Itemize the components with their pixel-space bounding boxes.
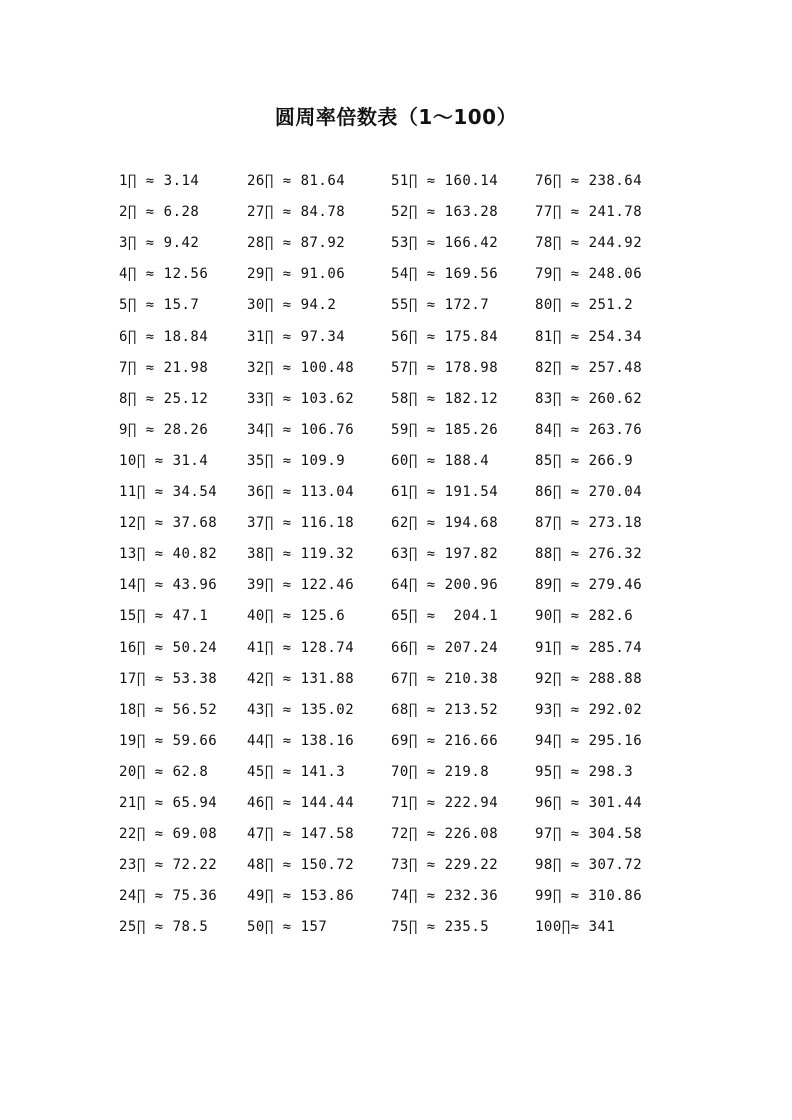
table-row: 44∏ ≈ 138.16: [247, 732, 355, 749]
table-row: 21∏ ≈ 65.94: [119, 795, 218, 811]
table-row: 38∏ ≈ 119.32: [247, 546, 355, 563]
table-row: 82∏ ≈ 257.48: [535, 359, 643, 376]
table-row: 87∏ ≈ 273.18: [535, 515, 643, 532]
page-title: 圆周率倍数表（1～100）: [274, 105, 518, 129]
table-row: 25∏ ≈ 78.5: [119, 919, 209, 936]
table-row: 88∏ ≈ 276.32: [535, 546, 643, 563]
table-row: 78∏ ≈ 244.92: [535, 235, 643, 252]
table-row: 15∏ ≈ 47.1: [119, 608, 209, 625]
table-row: 89∏ ≈ 279.46: [535, 577, 643, 594]
table-row: 8∏ ≈ 25.12: [119, 390, 209, 407]
table-row: 72∏ ≈ 226.08: [391, 826, 499, 843]
table-row: 80∏ ≈ 251.2: [535, 297, 634, 314]
table-row: 61∏ ≈ 191.54: [391, 484, 499, 500]
table-row: 29∏ ≈ 91.06: [247, 266, 346, 283]
table-row: 92∏ ≈ 288.88: [535, 670, 643, 687]
table-row: 27∏ ≈ 84.78: [247, 204, 346, 221]
table-row: 77∏ ≈ 241.78: [535, 204, 643, 221]
table-row: 75∏ ≈ 235.5: [391, 919, 490, 936]
table-row: 62∏ ≈ 194.68: [391, 515, 499, 532]
table-row: 2∏ ≈ 6.28: [119, 204, 200, 221]
table-row: 30∏ ≈ 94.2: [247, 297, 337, 314]
table-row: 4∏ ≈ 12.56: [119, 266, 209, 283]
table-row: 98∏ ≈ 307.72: [535, 857, 643, 874]
table-row: 100∏≈ 341: [535, 919, 616, 936]
table-row: 70∏ ≈ 219.8: [391, 763, 490, 780]
table-row: 60∏ ≈ 188.4: [391, 452, 490, 469]
table-row: 42∏ ≈ 131.88: [247, 670, 355, 687]
table-row: 19∏ ≈ 59.66: [119, 732, 218, 749]
table-row: 16∏ ≈ 50.24: [119, 639, 218, 656]
table-row: 91∏ ≈ 285.74: [535, 639, 643, 656]
table-row: 66∏ ≈ 207.24: [391, 639, 499, 656]
table-row: 26∏ ≈ 81.64: [247, 173, 346, 189]
table-row: 81∏ ≈ 254.34: [535, 328, 643, 345]
table-row: 17∏ ≈ 53.38: [119, 670, 218, 687]
table-row: 24∏ ≈ 75.36: [119, 888, 218, 905]
table-row: 43∏ ≈ 135.02: [247, 701, 355, 718]
table-row: 1∏ ≈ 3.14: [119, 173, 200, 189]
table-row: 5∏ ≈ 15.7: [119, 297, 200, 314]
table-row: 28∏ ≈ 87.92: [247, 235, 346, 252]
table-row: 3∏ ≈ 9.42: [119, 235, 200, 252]
table-row: 71∏ ≈ 222.94: [391, 795, 499, 811]
table-row: 13∏ ≈ 40.82: [119, 546, 218, 563]
table-row: 67∏ ≈ 210.38: [391, 670, 499, 687]
table-row: 68∏ ≈ 213.52: [391, 701, 499, 718]
table-row: 20∏ ≈ 62.8: [119, 763, 209, 780]
table-row: 90∏ ≈ 282.6: [535, 608, 634, 625]
table-row: 47∏ ≈ 147.58: [247, 826, 355, 843]
table-row: 32∏ ≈ 100.48: [247, 359, 355, 376]
table-row: 93∏ ≈ 292.02: [535, 701, 643, 718]
table-row: 51∏ ≈ 160.14: [391, 173, 499, 189]
table-row: 86∏ ≈ 270.04: [535, 484, 643, 500]
table-row: 95∏ ≈ 298.3: [535, 763, 634, 780]
table-row: 22∏ ≈ 69.08: [119, 826, 218, 843]
table-row: 57∏ ≈ 178.98: [391, 359, 499, 376]
table-row: 65∏ ≈ 204.1: [391, 608, 499, 625]
table-row: 10∏ ≈ 31.4: [119, 452, 209, 469]
table-row: 23∏ ≈ 72.22: [119, 857, 218, 874]
table-row: 31∏ ≈ 97.34: [247, 328, 346, 345]
table-row: 46∏ ≈ 144.44: [247, 795, 355, 811]
table-row: 84∏ ≈ 263.76: [535, 421, 643, 438]
table-row: 85∏ ≈ 266.9: [535, 452, 634, 469]
table-row: 49∏ ≈ 153.86: [247, 888, 355, 905]
table-row: 96∏ ≈ 301.44: [535, 795, 643, 811]
table-row: 54∏ ≈ 169.56: [391, 266, 499, 283]
table-row: 48∏ ≈ 150.72: [247, 857, 355, 874]
table-row: 55∏ ≈ 172.7: [391, 297, 490, 314]
table-row: 12∏ ≈ 37.68: [119, 515, 218, 532]
table-row: 37∏ ≈ 116.18: [247, 515, 355, 532]
table-row: 11∏ ≈ 34.54: [119, 484, 218, 500]
table-row: 64∏ ≈ 200.96: [391, 577, 499, 594]
table-row: 14∏ ≈ 43.96: [119, 577, 218, 594]
table-row: 52∏ ≈ 163.28: [391, 204, 499, 221]
table-row: 41∏ ≈ 128.74: [247, 639, 355, 656]
table-row: 40∏ ≈ 125.6: [247, 608, 346, 625]
table-row: 39∏ ≈ 122.46: [247, 577, 355, 594]
table-row: 59∏ ≈ 185.26: [391, 421, 499, 438]
table-row: 76∏ ≈ 238.64: [535, 173, 643, 189]
table-row: 73∏ ≈ 229.22: [391, 857, 499, 874]
table-row: 63∏ ≈ 197.82: [391, 546, 499, 563]
table-row: 94∏ ≈ 295.16: [535, 732, 643, 749]
table-row: 83∏ ≈ 260.62: [535, 390, 643, 407]
table-row: 34∏ ≈ 106.76: [247, 421, 355, 438]
table-row: 6∏ ≈ 18.84: [119, 328, 209, 345]
table-row: 74∏ ≈ 232.36: [391, 888, 499, 905]
table-row: 9∏ ≈ 28.26: [119, 421, 209, 438]
table-row: 97∏ ≈ 304.58: [535, 826, 643, 843]
table-row: 99∏ ≈ 310.86: [535, 888, 643, 905]
table-row: 33∏ ≈ 103.62: [247, 390, 355, 407]
table-row: 36∏ ≈ 113.04: [247, 484, 355, 500]
table-row: 58∏ ≈ 182.12: [391, 390, 499, 407]
table-row: 79∏ ≈ 248.06: [535, 266, 643, 283]
table-row: 69∏ ≈ 216.66: [391, 732, 499, 749]
table-row: 18∏ ≈ 56.52: [119, 701, 218, 718]
table-row: 7∏ ≈ 21.98: [119, 359, 209, 376]
table-row: 56∏ ≈ 175.84: [391, 328, 499, 345]
table-row: 53∏ ≈ 166.42: [391, 235, 499, 252]
table-row: 35∏ ≈ 109.9: [247, 452, 346, 469]
table-row: 45∏ ≈ 141.3: [247, 763, 346, 780]
table-row: 50∏ ≈ 157: [247, 919, 328, 936]
